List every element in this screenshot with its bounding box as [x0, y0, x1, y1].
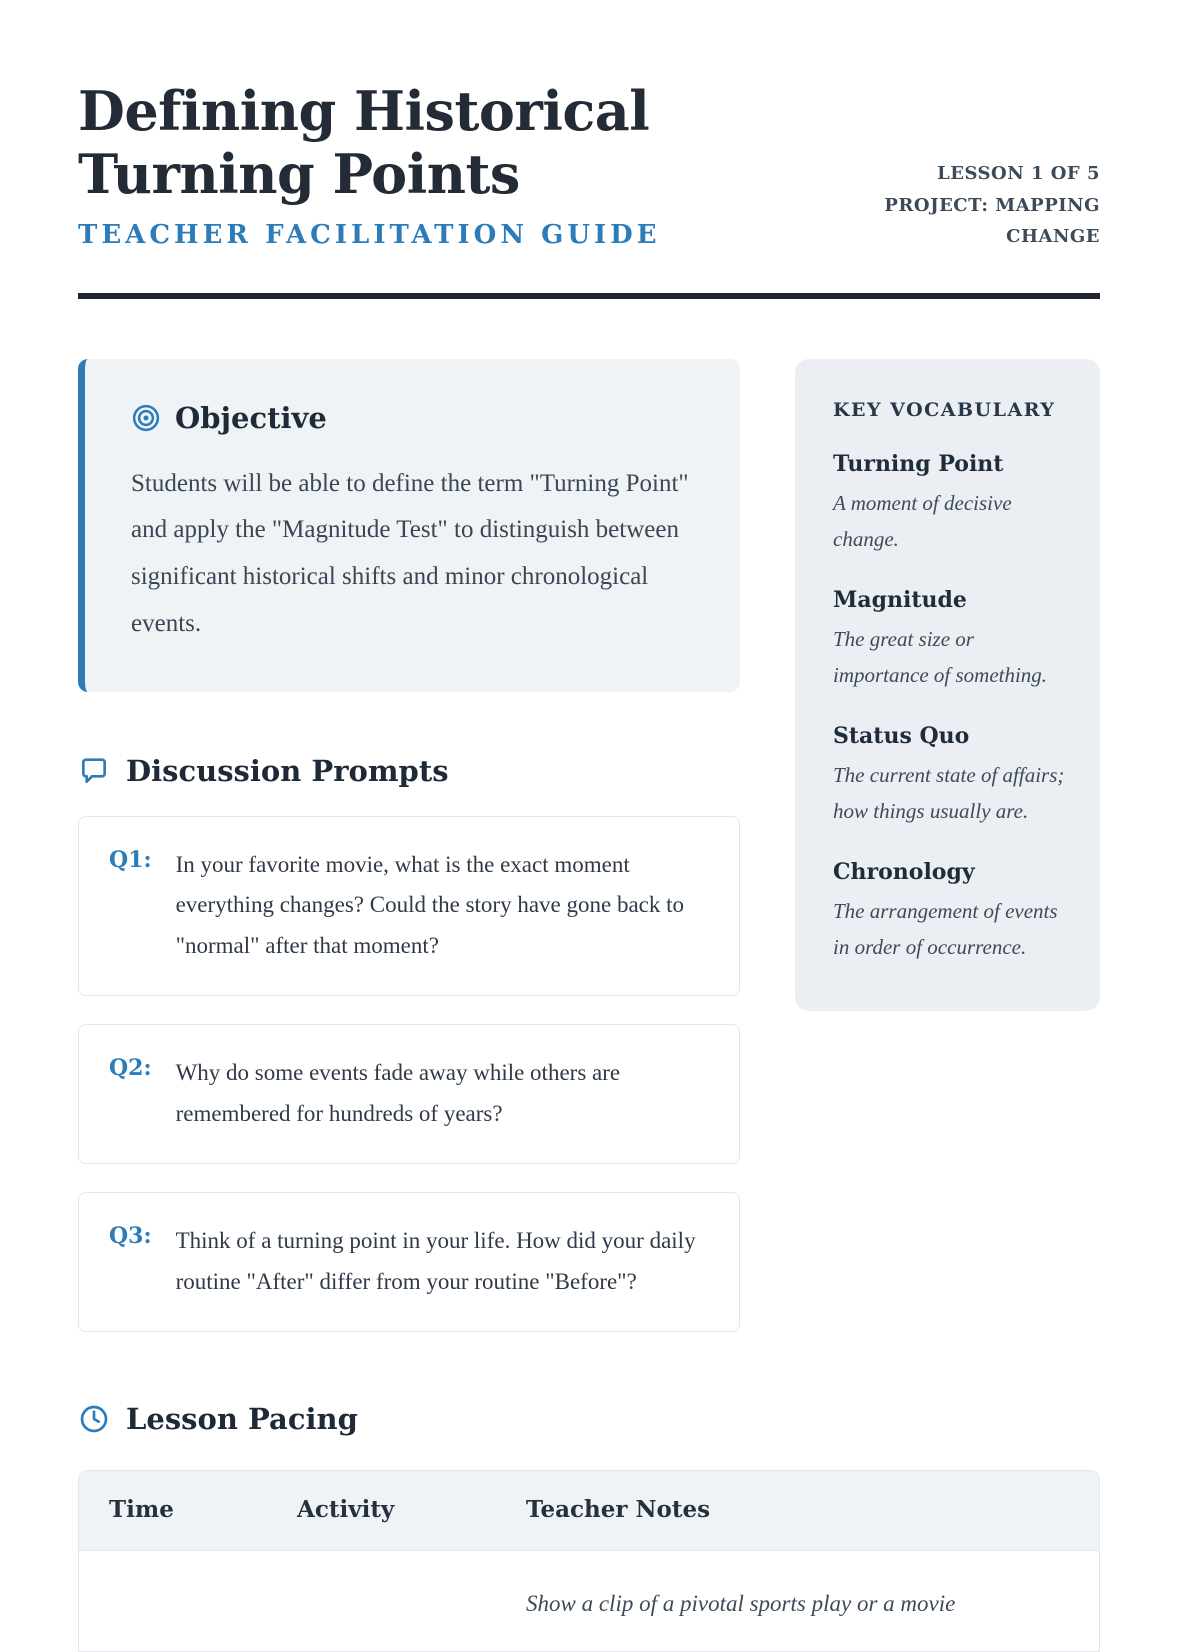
question-text: In your favorite movie, what is the exact moment everything changes? Could the story have gone back to "normal" after that moment?	[175, 851, 684, 959]
target-icon	[131, 403, 161, 433]
project-name: PROJECT: MAPPING CHANGE	[884, 194, 1100, 247]
cell-activity	[267, 1551, 496, 1651]
vocab-term: Magnitude	[833, 586, 967, 613]
question-card	[78, 816, 740, 997]
lesson-number: LESSON 1 OF 5	[937, 163, 1100, 184]
pacing-table	[78, 1470, 1100, 1652]
vocab-entry	[833, 451, 1066, 557]
vocab-term: Status Quo	[833, 722, 970, 749]
vocab-definition: The arrangement of events in order of occurrence.	[833, 899, 1058, 960]
page-title: Defining Historical Turning Points	[78, 79, 650, 207]
vocab-term: Chronology	[833, 859, 975, 886]
discussion-heading-row	[78, 754, 740, 788]
lesson-pacing-section	[78, 1402, 1100, 1652]
clock-icon	[78, 1403, 110, 1435]
column-header-time: Time	[109, 1496, 174, 1524]
vocab-definition: The great size or importance of something.	[833, 626, 1048, 687]
vocab-entry	[833, 587, 1066, 693]
objective-heading: Objective	[175, 400, 327, 435]
vocab-definition: A moment of decisive change.	[833, 490, 1012, 551]
vocab-entry	[833, 859, 1066, 965]
column-header-teacher-notes: Teacher Notes	[526, 1496, 711, 1524]
table-row	[79, 1550, 1099, 1651]
question-text: Why do some events fade away while others are remembered for hundreds of years?	[175, 1060, 621, 1127]
key-vocabulary-card	[795, 359, 1100, 1012]
objective-heading-row	[131, 401, 694, 435]
vocabulary-heading: KEY VOCABULARY	[833, 398, 1056, 421]
question-label: Q2:	[109, 1055, 152, 1082]
page-subtitle: TEACHER FACILITATION GUIDE	[78, 220, 661, 251]
document-header	[78, 80, 1100, 253]
table-header-row	[79, 1471, 1099, 1550]
header-title-block	[78, 80, 838, 250]
question-label: Q1:	[109, 846, 152, 873]
lesson-guide-page	[78, 0, 1100, 1652]
cell-time	[79, 1551, 267, 1651]
vocab-term: Turning Point	[833, 450, 1004, 477]
question-card	[78, 1192, 740, 1332]
cell-teacher-notes: Show a clip of a pivotal sports play or a movie	[526, 1591, 956, 1617]
header-divider	[78, 293, 1100, 299]
column-header-activity: Activity	[297, 1496, 395, 1524]
question-text: Think of a turning point in your life. How did your daily routine "After" differ from your routine "Before"?	[175, 1228, 696, 1295]
vocab-entry	[833, 723, 1066, 829]
content-columns	[78, 359, 1100, 1333]
lesson-meta	[860, 158, 1100, 253]
main-column	[78, 359, 740, 1333]
question-card	[78, 1024, 740, 1164]
sidebar-column	[795, 359, 1100, 1012]
vocab-definition: The current state of affairs; how things usually are.	[833, 762, 1065, 824]
pacing-heading-row	[78, 1402, 1100, 1436]
question-label: Q3:	[109, 1223, 152, 1250]
speech-bubble-icon	[78, 755, 110, 787]
discussion-heading: Discussion Prompts	[126, 753, 449, 788]
pacing-heading: Lesson Pacing	[126, 1402, 358, 1437]
objective-text: Students will be able to define the term "Turning Point" and apply the "Magnitude Test" to distinguish between significant historical shifts and minor chronological events.	[131, 469, 689, 637]
objective-card	[78, 359, 740, 692]
